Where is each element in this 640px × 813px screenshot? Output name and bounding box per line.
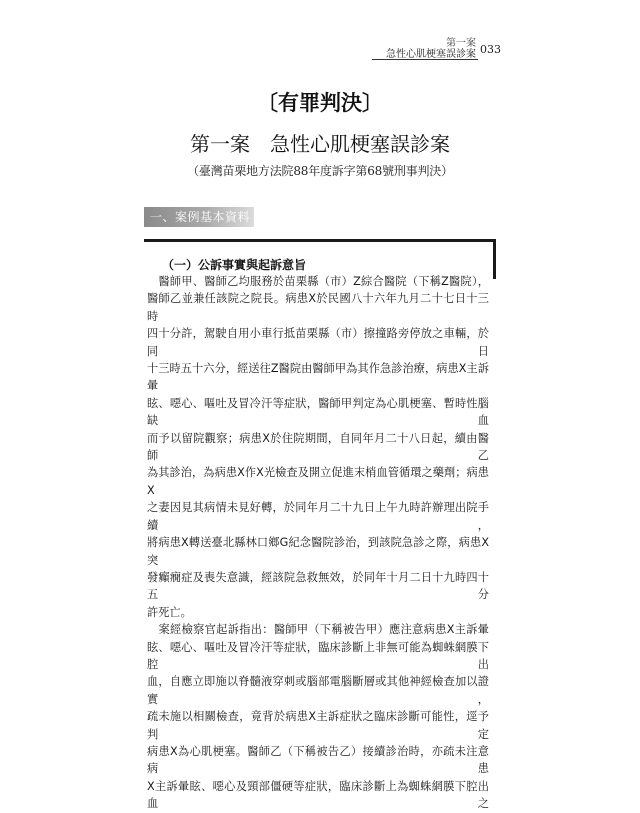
case-title: 第一案 急性心肌梗塞誤診案 [190, 132, 450, 156]
paragraph-line: 醫師乙並兼任該院之院長。病患X於民國八十六年九月二十七日十三時 [147, 292, 489, 323]
paragraph-line: X主訴暈眩、噁心及頸部僵硬等症狀，臨床診斷上為蜘蛛網膜下腔出血之 [147, 779, 489, 811]
running-header-title: 急性心肌梗塞誤診案 [386, 49, 476, 60]
body-text [147, 273, 489, 813]
page-number: 033 [480, 43, 501, 56]
paragraph-line: 將病患X轉送臺北縣林口鄉G紀念醫院診治，到該院急診之際，病患X突 [147, 536, 489, 567]
subheading: （一）公訴事實與起訴意旨 [162, 258, 307, 272]
paragraph-line: 案經檢察官起訴指出：醫師甲（下稱被告甲）應注意病患X主訴暈 [147, 623, 489, 637]
paragraph-line: 之妻因見其病情未見好轉，於同年月二十九日上午九時許辦理出院手續， [147, 501, 489, 532]
case-subtitle: （臺灣苗栗地方法院88年度訴字第68號刑事判決） [187, 164, 453, 178]
paragraph-line: 醫師甲、醫師乙均服務於苗栗縣（市）Z綜合醫院（下稱Z醫院）， [147, 275, 489, 288]
paragraph-line: 發癲癇症及喪失意識，經該院急救無效，於同年十月二日十九時四十五分 [147, 570, 489, 602]
paragraph-line: 十三時五十六分，經送往Z醫院由醫師甲為其作急診治療，病患X主訴暈 [147, 362, 489, 393]
paragraph-line: 病患X為心肌梗塞。醫師乙（下稱被告乙）接續診治時，亦疏未注意病患 [147, 744, 489, 776]
header-rule [372, 59, 478, 60]
paragraph-line: 為其診治，為病患X作X光檢查及開立促進末梢血管循環之藥劑；病患X [147, 466, 489, 497]
verdict-heading: 〔有罪判決〕 [257, 91, 383, 115]
paragraph-line: 而予以留院觀察；病患X於住院期間，自同年月二十八日起，續由醫師乙 [147, 431, 489, 463]
paragraph-line: 眩、噁心、嘔吐及冒冷汗等症狀，醫師甲判定為心肌梗塞、暫時性腦缺血 [147, 396, 489, 428]
running-header-case: 第一案 [446, 38, 476, 49]
paragraph-line: 許死亡。 [147, 605, 192, 619]
section-rule-vertical [493, 239, 496, 279]
paragraph-line: 眩、噁心、嘔吐及冒冷汗等症狀，臨床診斷上非無可能為蜘蛛網膜下腔出 [147, 640, 489, 671]
paragraph-line: 血，自應立即施以脊髓液穿刺或腦部電腦斷層或其他神經檢查加以證實， [147, 675, 489, 706]
paragraph-line: 疏未施以相關檢查，竟背於病患X主訴症狀之臨床診斷可能性，逕予判定 [147, 710, 489, 741]
section-rule-horizontal [144, 239, 496, 242]
paragraph-line: 四十分許，駕駛自用小車行抵苗栗縣（市）擦撞路旁停放之車輛，於同日 [147, 327, 489, 358]
section-label: 一、案例基本資料 [150, 210, 251, 224]
